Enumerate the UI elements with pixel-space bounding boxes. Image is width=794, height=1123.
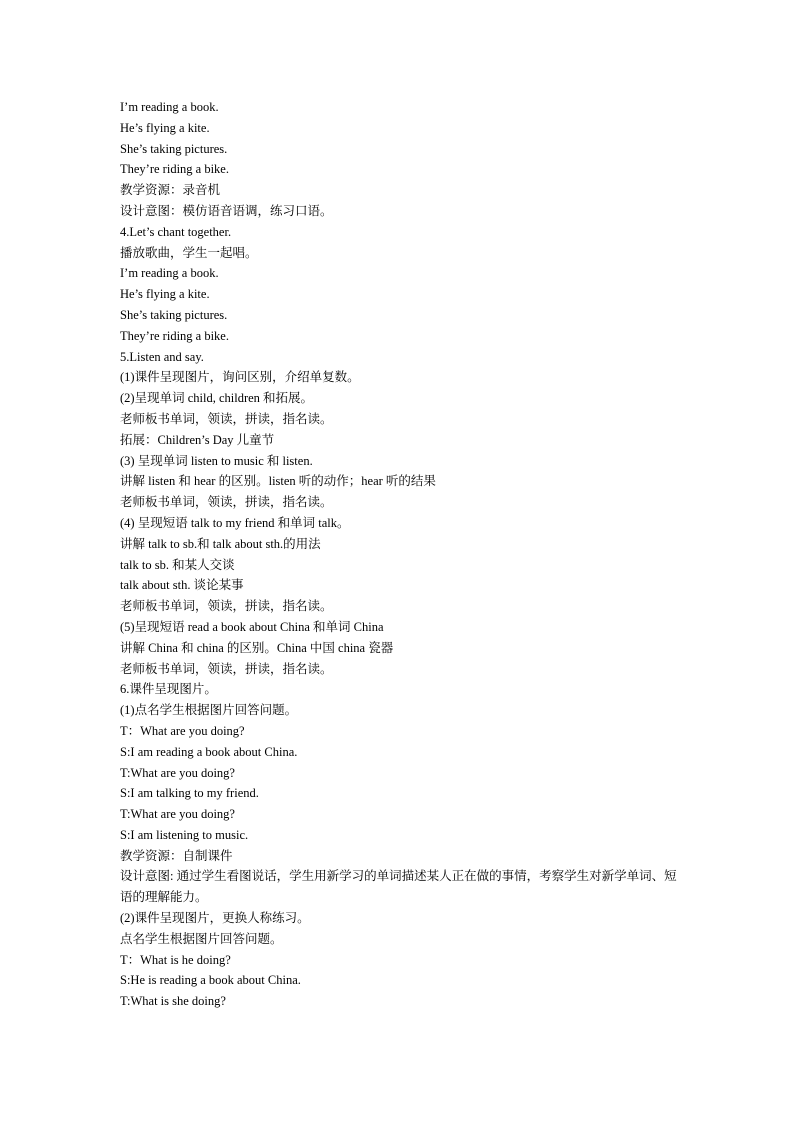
text-line: 讲解 talk to sb.和 talk about sth.的用法 xyxy=(120,536,321,551)
text-line: (3) 呈现单词 listen to music 和 listen. xyxy=(120,453,313,468)
text-line: 5.Listen and say. xyxy=(120,349,204,364)
text-line: 讲解 listen 和 hear 的区别。listen 听的动作；hear 听的结果 xyxy=(120,474,436,489)
text-line: (1)课件呈现图片，询问区别，介绍单复数。 xyxy=(120,370,360,385)
text-line: She’s taking pictures. xyxy=(120,307,228,322)
text-line: 4.Let’s chant together. xyxy=(120,224,232,239)
text-line: 点名学生根据图片回答问题。 xyxy=(120,931,283,946)
text-line: (2)课件呈现图片，更换人称练习。 xyxy=(120,911,310,926)
text-line: (5)呈现短语 read a book about China 和单词 China xyxy=(120,619,384,634)
text-line: 设计意图：模仿语音语调，练习口语。 xyxy=(120,203,333,218)
text-line: 教学资源：录音机 xyxy=(120,183,221,198)
text-line: T：What are you doing? xyxy=(120,723,245,738)
text-line: T：What is he doing? xyxy=(120,952,231,967)
text-line: S:I am listening to music. xyxy=(120,827,249,842)
text-line: I’m reading a book. xyxy=(120,100,219,114)
text-line: I’m reading a book. xyxy=(120,266,219,281)
text-line: S:He is reading a book about China. xyxy=(120,973,301,988)
text-line: S:I am talking to my friend. xyxy=(120,786,259,801)
text-line: (2)呈现单词 child, children 和拓展。 xyxy=(120,391,314,406)
text-line: 拓展：Children’s Day 儿童节 xyxy=(120,432,275,447)
text-line: (1)点名学生根据图片回答问题。 xyxy=(120,703,298,718)
text-line: 播放歌曲，学生一起唱。 xyxy=(120,245,258,260)
text-line: talk about sth. 谈论某事 xyxy=(120,578,244,593)
text-line: 老师板书单词，领读，拼读，指名读。 xyxy=(120,661,333,676)
text-line: 老师板书单词，领读，拼读，指名读。 xyxy=(120,599,333,614)
text-line: T:What are you doing? xyxy=(120,807,235,822)
text-line: 老师板书单词，领读，拼读，指名读。 xyxy=(120,411,333,426)
text-line: talk to sb. 和某人交谈 xyxy=(120,557,235,572)
text-line: T:What is she doing? xyxy=(120,994,226,1009)
lesson-plan-text xyxy=(120,97,680,1012)
text-line: S:I am reading a book about China. xyxy=(120,744,298,759)
text-line: They’re riding a bike. xyxy=(120,328,229,343)
text-line: He’s flying a kite. xyxy=(120,120,210,135)
text-line: 老师板书单词，领读，拼读，指名读。 xyxy=(120,495,333,510)
text-paragraph: 设计意图: 通过学生看图说话，学生用新学习的单词描述某人正在做的事情，考察学生对新学单词、短语的理解能力。 xyxy=(120,869,677,905)
text-line: 讲解 China 和 china 的区别。China 中国 china 瓷器 xyxy=(120,640,394,655)
text-line: (4) 呈现短语 talk to my friend 和单词 talk。 xyxy=(120,515,350,530)
text-line: T:What are you doing? xyxy=(120,765,235,780)
text-line: 教学资源：自制课件 xyxy=(120,848,233,863)
text-line: She’s taking pictures. xyxy=(120,141,228,156)
text-line: They’re riding a bike. xyxy=(120,162,229,177)
text-line: 6.课件呈现图片。 xyxy=(120,682,217,697)
text-line: He’s flying a kite. xyxy=(120,287,210,302)
